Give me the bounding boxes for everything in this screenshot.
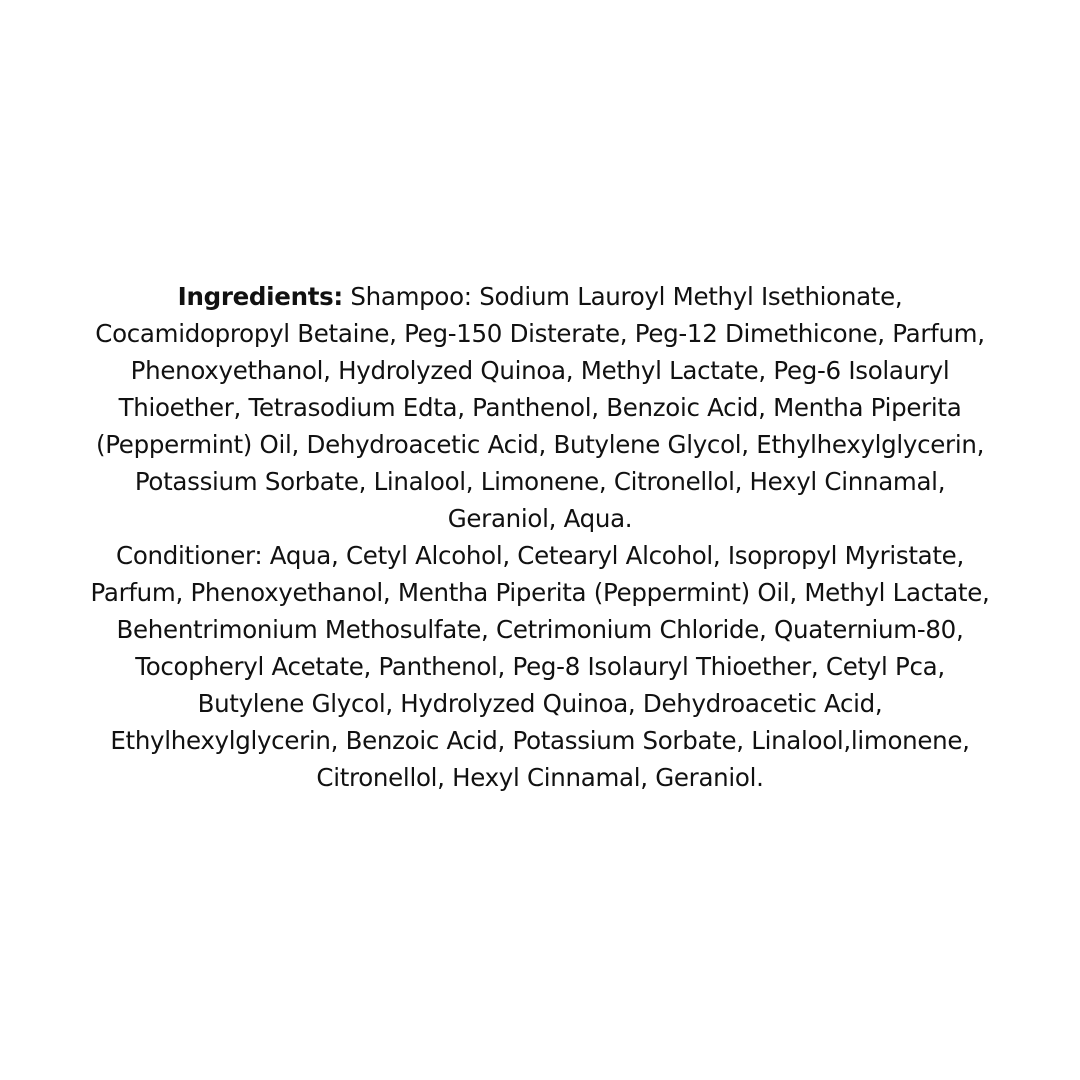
- conditioner-ingredients: Conditioner: Aqua, Cetyl Alcohol, Cetearyl Alcohol, Isopropyl Myristate, Parfum, Phenoxyethanol, Mentha Piperita (Peppermint) Oil, Methyl Lactate, Behentrimonium Methosulfate, Cetrimonium Chloride, Quaternium-80, Tocopheryl Acetate, Panthenol, Peg-8 Isolauryl Thioether, Cetyl Pca, Butylene Glycol, Hydrolyzed Quinoa, Dehydroacetic Acid, Ethylhexylglycerin, Benzoic Acid, Potassium Sorbate, Linalool,limonene, Citronellol, Hexyl Cinnamal, Geraniol.: [90, 541, 990, 792]
- shampoo-ingredients: [80, 278, 1000, 537]
- shampoo-ingredients-text: Shampoo: Sodium Lauroyl Methyl Isethionate, Cocamidopropyl Betaine, Peg-150 Disterate, Peg-12 Dimethicone, Parfum, Phenoxyethanol, Hydrolyzed Quinoa, Methyl Lactate, Peg-6 Isolauryl Thioether, Tetrasodium Edta, Panthenol, Benzoic Acid, Mentha Piperita (Peppermint) Oil, Dehydroacetic Acid, Butylene Glycol, Ethylhexylglycerin, Potassium Sorbate, Linalool, Limonene, Citronellol, Hexyl Cinnamal, Geraniol, Aqua.: [95, 282, 985, 533]
- ingredients-block: [80, 278, 1000, 796]
- ingredients-heading: Ingredients:: [177, 282, 343, 311]
